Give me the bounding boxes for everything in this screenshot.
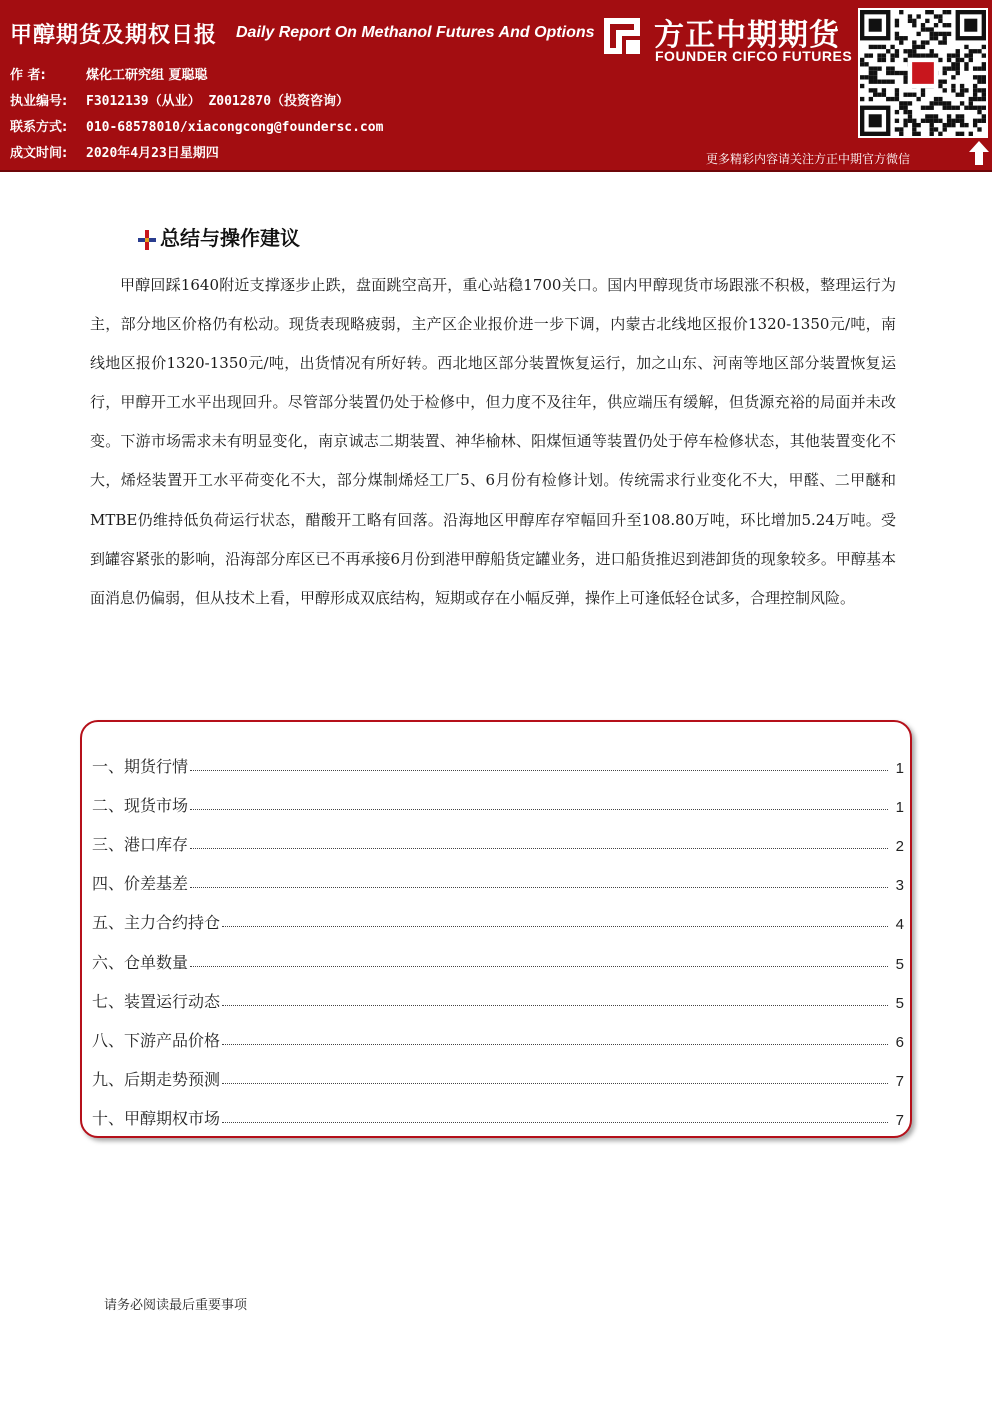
toc-item[interactable]: [92, 738, 904, 777]
logo-english-name: FOUNDER CIFCO FUTURES: [655, 48, 853, 64]
toc-item-page: 2: [895, 838, 904, 856]
arrow-up-icon: [968, 140, 990, 166]
toc-item[interactable]: [92, 1012, 904, 1051]
toc-item[interactable]: [92, 894, 904, 933]
toc-item-page: 7: [895, 1072, 904, 1090]
table-of-contents: [80, 720, 912, 1138]
author-value: 煤化工研究组 夏聪聪: [86, 68, 208, 83]
date-value: 2020年4月23日星期四: [86, 146, 219, 161]
toc-leader-dots: [190, 847, 888, 849]
toc-item[interactable]: [92, 855, 904, 894]
date-label: 成文时间:: [10, 146, 68, 161]
toc-leader-dots: [190, 769, 888, 771]
license-line: [10, 90, 349, 109]
license-label: 执业编号:: [10, 94, 68, 109]
toc-item-page: 5: [895, 994, 904, 1012]
toc-item-label: 四、价差基差: [92, 874, 189, 894]
contact-value[interactable]: 010-68578010/xiacongcong@foundersc.com: [86, 120, 384, 135]
section-title-text: 总结与操作建议: [160, 226, 300, 250]
toc-leader-dots: [190, 965, 888, 967]
toc-item[interactable]: [92, 1090, 904, 1129]
toc-item-label: 三、港口库存: [92, 835, 189, 855]
contact-label: 联系方式:: [10, 120, 68, 135]
toc-list: [92, 738, 904, 1129]
toc-item-page: 3: [895, 877, 904, 895]
section-heading: [138, 222, 300, 251]
toc-leader-dots: [222, 1121, 888, 1123]
toc-item-page: 1: [895, 799, 904, 817]
toc-item[interactable]: [92, 1051, 904, 1090]
plus-bullet-icon: [138, 230, 156, 250]
footer-notice: 请务必阅读最后重要事项: [104, 1298, 248, 1313]
toc-item-label: 五、主力合约持仓: [92, 913, 221, 933]
toc-item-page: 5: [895, 955, 904, 973]
toc-leader-dots: [222, 1004, 888, 1006]
toc-item[interactable]: [92, 777, 904, 816]
toc-item-label: 九、后期走势预测: [92, 1069, 221, 1089]
toc-item[interactable]: [92, 973, 904, 1012]
author-line: [10, 64, 208, 83]
toc-item[interactable]: [92, 933, 904, 972]
wechat-qr-code-icon[interactable]: [858, 8, 988, 138]
toc-leader-dots: [222, 925, 888, 927]
toc-item-page: 7: [895, 1111, 904, 1129]
toc-item-page: 6: [895, 1033, 904, 1051]
toc-leader-dots: [222, 1082, 888, 1084]
contact-line: [10, 116, 383, 135]
toc-item-page: 1: [895, 760, 904, 778]
founder-logo-icon: [600, 14, 644, 58]
toc-leader-dots: [190, 886, 888, 888]
summary-paragraph: 甲醇回踩1640附近支撑逐步止跌，盘面跳空高开，重心站稳1700关口。国内甲醇现货市场跟涨不积极，整理运行为主，部分地区价格仍有松动。现货表现略疲弱，主产区企业报价进一步下调，内蒙古北线地区报价1320-1350元/吨，南线地区报价1320-1350元/吨，出货情况有所好转。西北地区部分装置恢复运行，加之山东、河南等地区部分装置恢复运行，甲醇开工水平出现回升。尽管部分装置仍处于检修中，但力度不及往年，供应端压有缓解，但货源充裕的局面并未改变。下游市场需求未有明显变化，南京诚志二期装置、神华榆林、阳煤恒通等装置仍处于停车检修状态，其他装置变化不大，烯烃装置开工水平荷变化不大，部分煤制烯烃工厂5、6月份有检修计划。传统需求行业变化不大，甲醛、二甲醚和MTBE仍维持低负荷运行状态，醋酸开工略有回落。沿海地区甲醇库存窄幅回升至108.80万吨，环比增加5.24万吨。受到罐容紧张的影响，沿海部分库区已不再承接6月份到港甲醇船货定罐业务，进口船货推迟到港卸货的现象较多。甲醇基本面消息仍偏弱，但从技术上看，甲醇形成双底结构，短期或存在小幅反弹，操作上可逢低轻仓试多，合理控制风险。: [90, 276, 896, 607]
toc-item-label: 一、期货行情: [92, 757, 189, 777]
toc-item-label: 八、下游产品价格: [92, 1030, 221, 1050]
toc-item-label: 十、甲醇期权市场: [92, 1108, 221, 1128]
author-label: 作 者:: [10, 68, 46, 83]
report-subtitle: Daily Report On Methanol Futures And Options: [236, 24, 595, 41]
toc-item-page: 4: [895, 916, 904, 934]
license-value: F3012139（从业） Z0012870（投资咨询）: [86, 94, 350, 109]
report-title: 甲醇期货及期权日报: [10, 23, 218, 48]
toc-item-label: 六、仓单数量: [92, 952, 189, 972]
toc-item-label: 二、现货市场: [92, 796, 189, 816]
follow-wechat-text: 更多精彩内容请关注方正中期官方微信: [706, 152, 911, 166]
date-line: [10, 142, 219, 161]
toc-leader-dots: [222, 1043, 888, 1045]
toc-item[interactable]: [92, 816, 904, 855]
logo-chinese-name: 方正中期期货: [654, 18, 840, 53]
toc-leader-dots: [190, 808, 888, 810]
report-header: [0, 0, 992, 172]
header-divider: [0, 170, 992, 172]
toc-item-label: 七、装置运行动态: [92, 991, 221, 1011]
